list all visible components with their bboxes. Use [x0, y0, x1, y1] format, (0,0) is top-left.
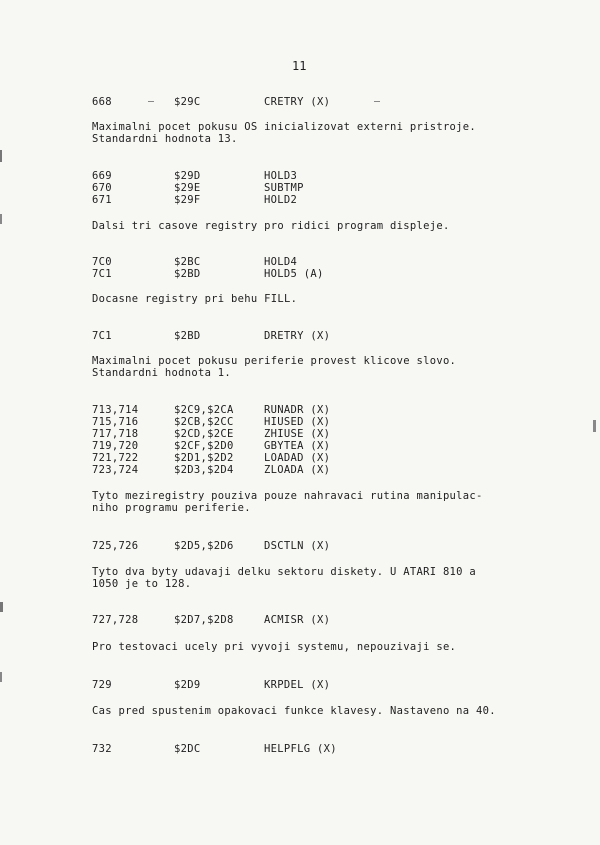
- stray-mark: [148, 101, 154, 102]
- entry-hex: $2BD: [174, 268, 201, 280]
- entry-decimal: 670: [92, 182, 112, 194]
- entry-register: HOLD5 (A): [264, 268, 324, 280]
- scan-mark: [0, 602, 3, 612]
- description-line: Dalsi tri casove registry pro ridici program displeje.: [92, 220, 450, 232]
- entry-decimal: 7C0: [92, 256, 112, 268]
- entry-register: SUBTMP: [264, 182, 304, 194]
- entry-register: RUNADR (X): [264, 404, 331, 416]
- entry-decimal: 721,722: [92, 452, 139, 464]
- entry-decimal: 719,720: [92, 440, 139, 452]
- page-number: 11: [292, 59, 307, 73]
- description-line: niho programu periferie.: [92, 502, 251, 514]
- entry-hex: $2CD,$2CE: [174, 428, 234, 440]
- entry-register: ACMISR (X): [264, 614, 331, 626]
- entry-decimal: 671: [92, 194, 112, 206]
- entry-decimal: 727,728: [92, 614, 139, 626]
- description-line: Maximalni pocet pokusu OS inicializovat externi pristroje.: [92, 121, 477, 133]
- description-line: Standardni hodnota 13.: [92, 133, 238, 145]
- entry-hex: $29D: [174, 170, 201, 182]
- entry-hex: $29F: [174, 194, 201, 206]
- scan-mark: [0, 672, 2, 682]
- entry-register: HELPFLG (X): [264, 743, 337, 755]
- entry-register: ZLOADA (X): [264, 464, 331, 476]
- entry-hex: $29C: [174, 96, 201, 108]
- entry-register: HIUSED (X): [264, 416, 331, 428]
- description-line: Tyto meziregistry pouziva pouze nahravaci rutina manipulac-: [92, 490, 483, 502]
- entry-decimal: 732: [92, 743, 112, 755]
- entry-decimal: 7C1: [92, 268, 112, 280]
- entry-hex: $2D9: [174, 679, 201, 691]
- description-line: Docasne registry pri behu FILL.: [92, 293, 298, 305]
- entry-hex: $2D5,$2D6: [174, 540, 234, 552]
- entry-register: HOLD3: [264, 170, 298, 182]
- description-line: Cas pred spustenim opakovaci funkce klavesy. Nastaveno na 40.: [92, 705, 496, 717]
- description-line: Tyto dva byty udavaji delku sektoru diskety. U ATARI 810 a: [92, 566, 477, 578]
- entry-register: ZHIUSE (X): [264, 428, 331, 440]
- entry-decimal: 729: [92, 679, 112, 691]
- stray-mark: [374, 101, 380, 102]
- entry-decimal: 713,714: [92, 404, 139, 416]
- entry-hex: $2D3,$2D4: [174, 464, 234, 476]
- entry-register: HOLD2: [264, 194, 298, 206]
- entry-hex: $2DC: [174, 743, 201, 755]
- entry-register: CRETRY (X): [264, 96, 331, 108]
- entry-register: HOLD4: [264, 256, 298, 268]
- entry-hex: $2CF,$2D0: [174, 440, 234, 452]
- entry-hex: $2BD: [174, 330, 201, 342]
- entry-decimal: 668: [92, 96, 112, 108]
- entry-hex: $29E: [174, 182, 201, 194]
- entry-register: DRETRY (X): [264, 330, 331, 342]
- entry-decimal: 669: [92, 170, 112, 182]
- entry-hex: $2CB,$2CC: [174, 416, 234, 428]
- scan-mark: [0, 214, 2, 224]
- entry-register: DSCTLN (X): [264, 540, 331, 552]
- entry-decimal: 717,718: [92, 428, 139, 440]
- description-line: Standardni hodnota 1.: [92, 367, 232, 379]
- entry-register: GBYTEA (X): [264, 440, 331, 452]
- description-line: Pro testovaci ucely pri vyvoji systemu, nepouzivaji se.: [92, 641, 457, 653]
- entry-register: KRPDEL (X): [264, 679, 331, 691]
- entry-hex: $2BC: [174, 256, 201, 268]
- description-line: 1050 je to 128.: [92, 578, 192, 590]
- scan-mark: [0, 150, 2, 162]
- entry-decimal: 7C1: [92, 330, 112, 342]
- entry-register: LOADAD (X): [264, 452, 331, 464]
- entry-decimal: 715,716: [92, 416, 139, 428]
- entry-hex: $2D1,$2D2: [174, 452, 234, 464]
- entry-decimal: 725,726: [92, 540, 139, 552]
- description-line: Maximalni pocet pokusu periferie provest klicove slovo.: [92, 355, 457, 367]
- entry-hex: $2D7,$2D8: [174, 614, 234, 626]
- entry-hex: $2C9,$2CA: [174, 404, 234, 416]
- scan-mark: [593, 420, 596, 432]
- entry-decimal: 723,724: [92, 464, 139, 476]
